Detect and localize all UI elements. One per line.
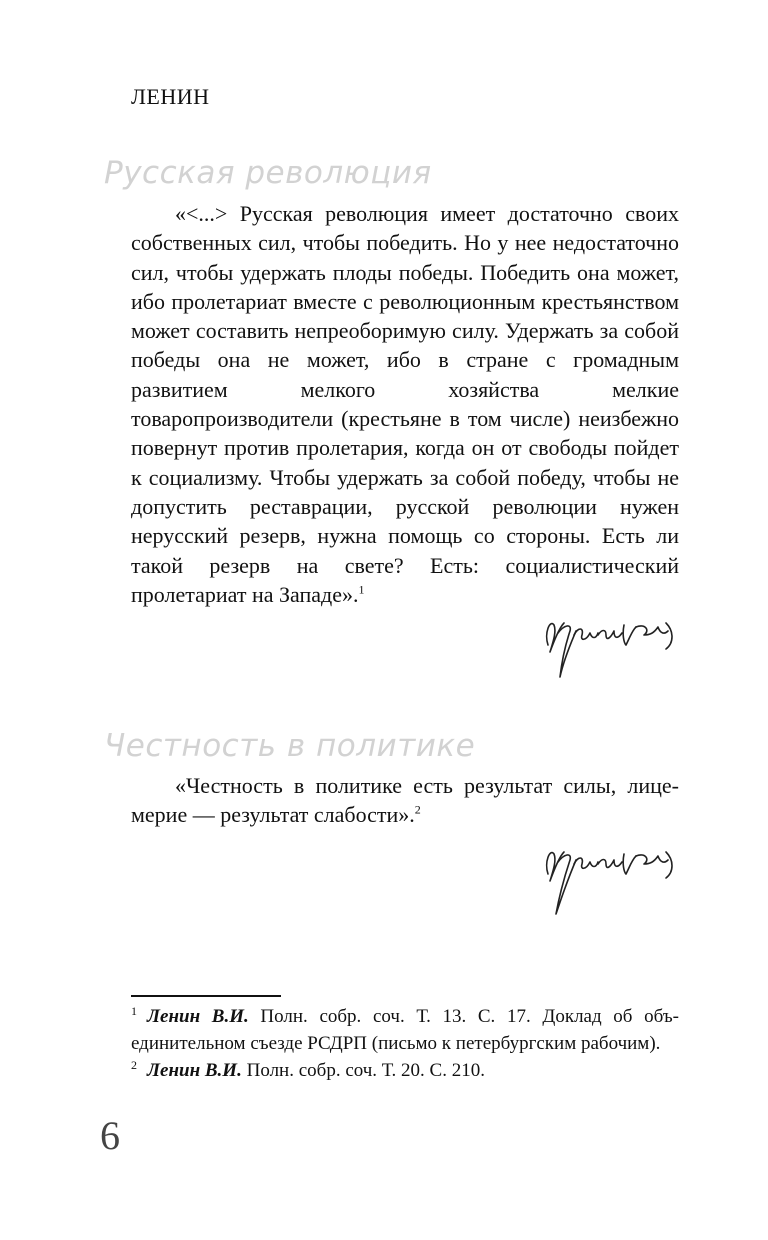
section-title-honesty-in-politics: Честность в политике [104, 728, 476, 764]
footnote-text: Полн. собр. соч. Т. 20. С. 210. [241, 1060, 485, 1081]
footnote-text: Полн. собр. соч. Т. 13. С. 17. Доклад об объединительном съезде РСДРП (письмо к петербургским рабочим). [131, 1006, 679, 1054]
footnote-2 [131, 1057, 679, 1084]
footnote-author: Ленин В.И. [147, 1060, 242, 1081]
footnote-1 [131, 1003, 679, 1057]
section-title-russian-revolution: Русская революция [104, 155, 432, 191]
footnote-number: 1 [131, 1003, 137, 1018]
page-number: 6 [100, 1113, 120, 1158]
running-head: ЛЕНИН [131, 84, 210, 109]
footnote-author: Ленин В.И. [147, 1006, 249, 1027]
footnote-number: 2 [131, 1057, 137, 1072]
signature-image [540, 830, 680, 920]
footnote-ref: 1 [358, 582, 365, 597]
footnote-ref: 2 [414, 802, 421, 817]
footnote-divider [131, 995, 281, 997]
quote-text: «<...> Русская революция имеет достаточно своих собственных сил, чтобы победить. Но у нее недостаточно сил, чтобы удержать плоды победы. Победить она может, ибо пролетариат вместе с революционным крестьянством может составить непреоборимую силу. Удержать за собой победы она не может, ибо в стране с громадным развитием мелкого хозяйства мелкие товаропроизводители (крестьяне в том числе) неизбежно повернут против пролетария, когда он от свободы пойдет к социализму. Чтобы удержать за собой победу, чтобы не допустить реставрации, русской революции нужен нерусский резерв, нужна помощь со стороны. Есть ли такой резерв на свете? Есть: социалистический пролетариат на Западе». [131, 201, 679, 607]
quote-russian-revolution [131, 199, 679, 609]
signature-image [540, 605, 680, 685]
quote-honesty-in-politics [131, 771, 679, 830]
footnotes [131, 1003, 679, 1084]
quote-text: «Честность в политике есть результат силы, лицемерие — результат слабости». [131, 773, 679, 828]
